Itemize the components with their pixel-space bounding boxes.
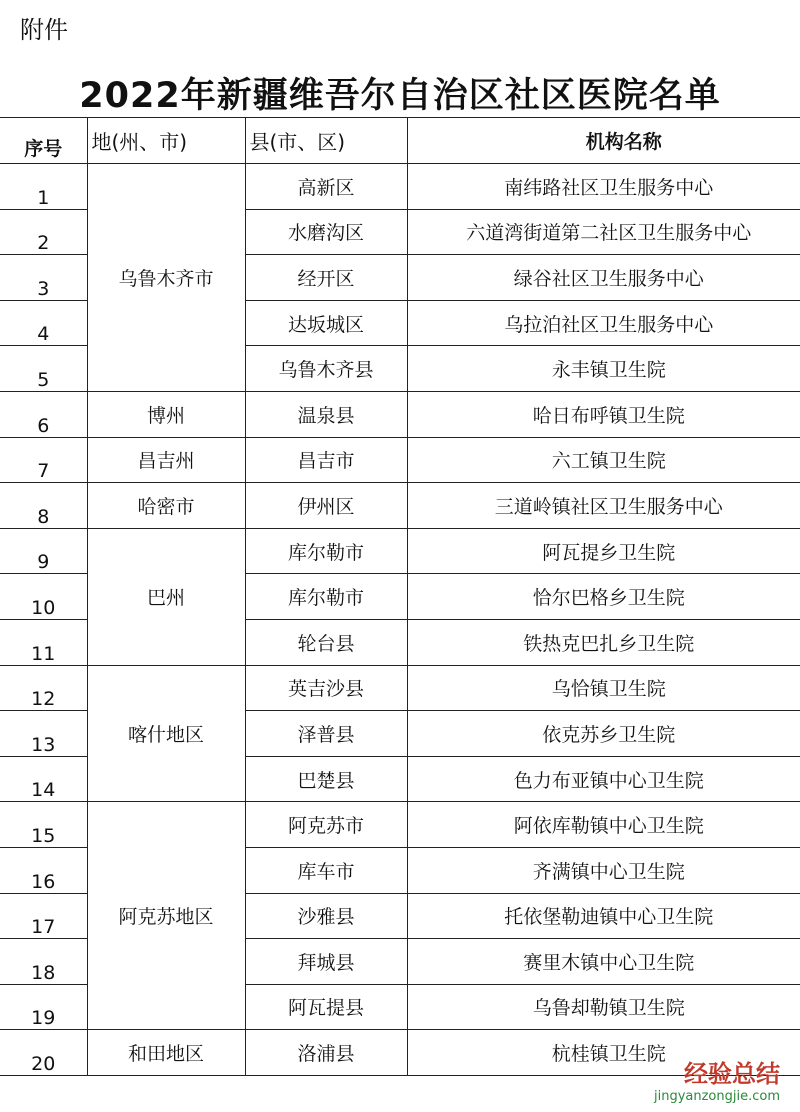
header-city: 地(州、市) — [87, 118, 245, 164]
county-cell: 英吉沙县 — [245, 665, 407, 711]
city-cell: 博州 — [87, 391, 245, 437]
table-row — [0, 665, 800, 711]
institution-cell: 托依堡勒迪镇中心卫生院 — [407, 893, 800, 939]
county-cell: 高新区 — [245, 164, 407, 210]
institution-cell: 阿依库勒镇中心卫生院 — [407, 802, 800, 848]
header-index: 序号 — [0, 118, 87, 164]
county-cell: 泽普县 — [245, 711, 407, 757]
county-cell: 水磨沟区 — [245, 209, 407, 255]
row-index: 6 — [0, 391, 87, 437]
institution-cell: 哈日布呼镇卫生院 — [407, 391, 800, 437]
table-row — [0, 802, 800, 848]
row-index: 2 — [0, 209, 87, 255]
header-institution: 机构名称 — [407, 118, 800, 164]
row-index: 8 — [0, 483, 87, 529]
city-cell: 和田地区 — [87, 1030, 245, 1076]
institution-cell: 永丰镇卫生院 — [407, 346, 800, 392]
county-cell: 库尔勒市 — [245, 528, 407, 574]
institution-cell: 乌恰镇卫生院 — [407, 665, 800, 711]
institution-cell: 齐满镇中心卫生院 — [407, 847, 800, 893]
hospital-table — [0, 117, 800, 1076]
row-index: 14 — [0, 756, 87, 802]
city-cell: 喀什地区 — [87, 665, 245, 802]
city-cell: 哈密市 — [87, 483, 245, 529]
county-cell: 沙雅县 — [245, 893, 407, 939]
institution-cell: 阿瓦提乡卫生院 — [407, 528, 800, 574]
county-cell: 轮台县 — [245, 619, 407, 665]
county-cell: 昌吉市 — [245, 437, 407, 483]
county-cell: 洛浦县 — [245, 1030, 407, 1076]
institution-cell: 南纬路社区卫生服务中心 — [407, 164, 800, 210]
county-cell: 拜城县 — [245, 939, 407, 985]
city-cell: 乌鲁木齐市 — [87, 164, 245, 392]
row-index: 3 — [0, 255, 87, 301]
table-row — [0, 528, 800, 574]
row-index: 16 — [0, 847, 87, 893]
county-cell: 阿克苏市 — [245, 802, 407, 848]
institution-cell: 铁热克巴扎乡卫生院 — [407, 619, 800, 665]
county-cell: 达坂城区 — [245, 300, 407, 346]
row-index: 17 — [0, 893, 87, 939]
row-index: 4 — [0, 300, 87, 346]
institution-cell: 杭桂镇卫生院 — [407, 1030, 800, 1076]
row-index: 5 — [0, 346, 87, 392]
table-body — [0, 164, 800, 1076]
institution-cell: 乌拉泊社区卫生服务中心 — [407, 300, 800, 346]
county-cell: 库车市 — [245, 847, 407, 893]
watermark-url: jingyanzongjie.com — [653, 1089, 780, 1104]
row-index: 13 — [0, 711, 87, 757]
table-row — [0, 391, 800, 437]
institution-cell: 绿谷社区卫生服务中心 — [407, 255, 800, 301]
page-title: 2022年新疆维吾尔自治区社区医院名单 — [79, 76, 721, 116]
attachment-label: 附件 — [20, 16, 68, 44]
institution-cell: 依克苏乡卫生院 — [407, 711, 800, 757]
county-cell: 伊州区 — [245, 483, 407, 529]
table-row — [0, 483, 800, 529]
city-cell: 昌吉州 — [87, 437, 245, 483]
row-index: 10 — [0, 574, 87, 620]
row-index: 1 — [0, 164, 87, 210]
county-cell: 乌鲁木齐县 — [245, 346, 407, 392]
row-index: 11 — [0, 619, 87, 665]
table-header-row — [0, 118, 800, 164]
institution-cell: 恰尔巴格乡卫生院 — [407, 574, 800, 620]
table-row — [0, 437, 800, 483]
row-index: 9 — [0, 528, 87, 574]
row-index: 12 — [0, 665, 87, 711]
county-cell: 温泉县 — [245, 391, 407, 437]
institution-cell: 六工镇卫生院 — [407, 437, 800, 483]
county-cell: 巴楚县 — [245, 756, 407, 802]
city-cell: 阿克苏地区 — [87, 802, 245, 1030]
institution-cell: 赛里木镇中心卫生院 — [407, 939, 800, 985]
institution-cell: 三道岭镇社区卫生服务中心 — [407, 483, 800, 529]
institution-cell: 色力布亚镇中心卫生院 — [407, 756, 800, 802]
county-cell: 阿瓦提县 — [245, 984, 407, 1030]
watermark — [654, 1054, 780, 1104]
row-index: 20 — [0, 1030, 87, 1076]
watermark-brand: 经验总结 — [684, 1060, 780, 1088]
institution-cell: 乌鲁却勒镇卫生院 — [407, 984, 800, 1030]
row-index: 15 — [0, 802, 87, 848]
row-index: 19 — [0, 984, 87, 1030]
city-cell: 巴州 — [87, 528, 245, 665]
institution-cell: 六道湾街道第二社区卫生服务中心 — [407, 209, 800, 255]
row-index: 18 — [0, 939, 87, 985]
table-row — [0, 164, 800, 210]
county-cell: 经开区 — [245, 255, 407, 301]
row-index: 7 — [0, 437, 87, 483]
header-county: 县(市、区) — [245, 118, 407, 164]
county-cell: 库尔勒市 — [245, 574, 407, 620]
